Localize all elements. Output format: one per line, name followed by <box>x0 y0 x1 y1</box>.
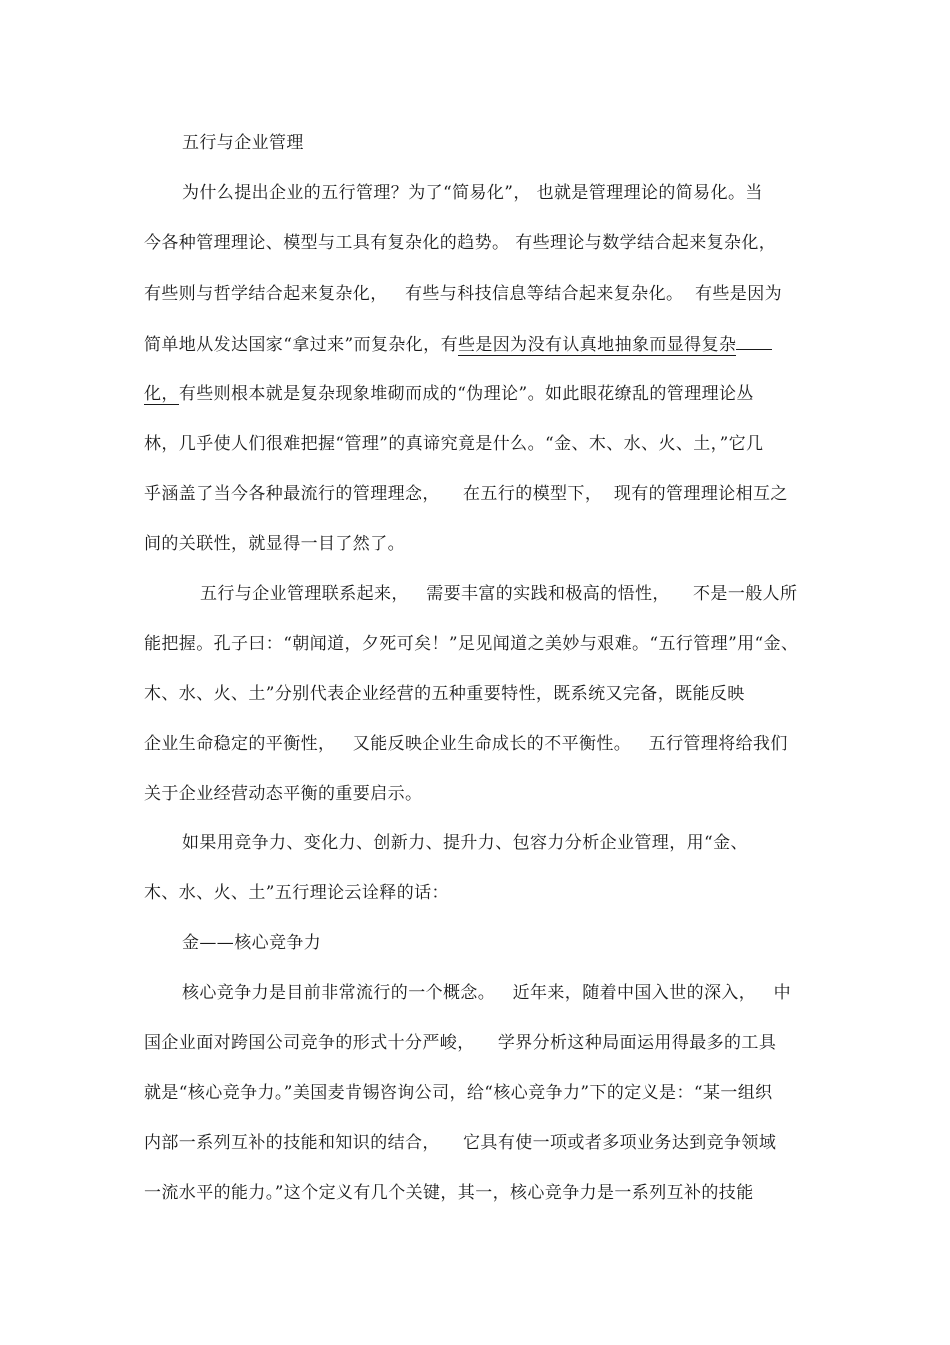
document-title: 五行与企业管理 <box>182 133 304 153</box>
paragraph-line: 关于企业经营动态平衡的重要启示。 <box>144 784 423 804</box>
underline-mark <box>736 333 772 350</box>
paragraph-line: 有些则与哲学结合起来复杂化， 有些与科技信息等结合起来复杂化。 有些是因为 <box>144 284 783 304</box>
paragraph-line <box>144 383 754 405</box>
paragraph-line: 企业生命稳定的平衡性， 又能反映企业生命成长的不平衡性。 五行管理将给我们 <box>144 734 788 754</box>
section-heading: 金——核心竞争力 <box>182 933 322 953</box>
underlined-text: 些是因为没有认真地抽象而显得复杂 <box>457 335 737 355</box>
paragraph-line: 核心竞争力是目前非常流行的一个概念。 近年来，随着中国入世的深入， 中 <box>182 983 792 1003</box>
paragraph-line: 五行与企业管理联系起来， 需要丰富的实践和极高的悟性， 不是一般人所 <box>200 584 798 604</box>
paragraph-line: 木、水、火、土”分别代表企业经营的五种重要特性，既系统又完备，既能反映 <box>144 684 745 704</box>
paragraph-line: 就是“核心竞争力。”美国麦肯锡咨询公司，给“核心竞争力”下的定义是：“某一组织 <box>144 1083 773 1103</box>
paragraph-line: 间的关联性，就显得一目了然了。 <box>144 534 405 554</box>
paragraph-line: 今各种管理理论、模型与工具有复杂化的趋势。 有些理论与数学结合起来复杂化， <box>144 233 777 253</box>
paragraph-line <box>144 333 772 356</box>
paragraph-line: 乎涵盖了当今各种最流行的管理理念， 在五行的模型下， 现有的管理理论相互之 <box>144 484 788 504</box>
paragraph-line: 木、水、火、土”五行理论云诠释的话： <box>144 883 449 903</box>
underlined-text: 化， <box>144 384 179 404</box>
paragraph-line: 如果用竞争力、变化力、创新力、提升力、包容力分析企业管理，用“金、 <box>182 833 748 853</box>
paragraph-line: 内部一系列互补的技能和知识的结合， 它具有使一项或者多项业务达到竞争领域 <box>144 1133 777 1153</box>
text-run: 简单地从发达国家“拿过来”而复杂化，有 <box>144 335 458 355</box>
paragraph-line: 能把握。孔子曰：“朝闻道，夕死可矣！”足见闻道之美妙与艰难。“五行管理”用“金、 <box>144 634 799 654</box>
paragraph-line: 为什么提出企业的五行管理？为了“简易化”， 也就是管理理论的简易化。当 <box>182 183 763 203</box>
paragraph-line: 林，几乎使人们很难把握“管理”的真谛究竟是什么。“金、木、水、火、土，”它几 <box>144 434 764 454</box>
paragraph-line: 国企业面对跨国公司竞争的形式十分严峻， 学界分析这种局面运用得最多的工具 <box>144 1033 777 1053</box>
text-run: 有些则根本就是复杂现象堆砌而成的“伪理论”。如此眼花缭乱的管理理论丛 <box>178 384 754 404</box>
paragraph-line: 一流水平的能力。”这个定义有几个关键，其一，核心竞争力是一系列互补的技能 <box>144 1183 754 1203</box>
